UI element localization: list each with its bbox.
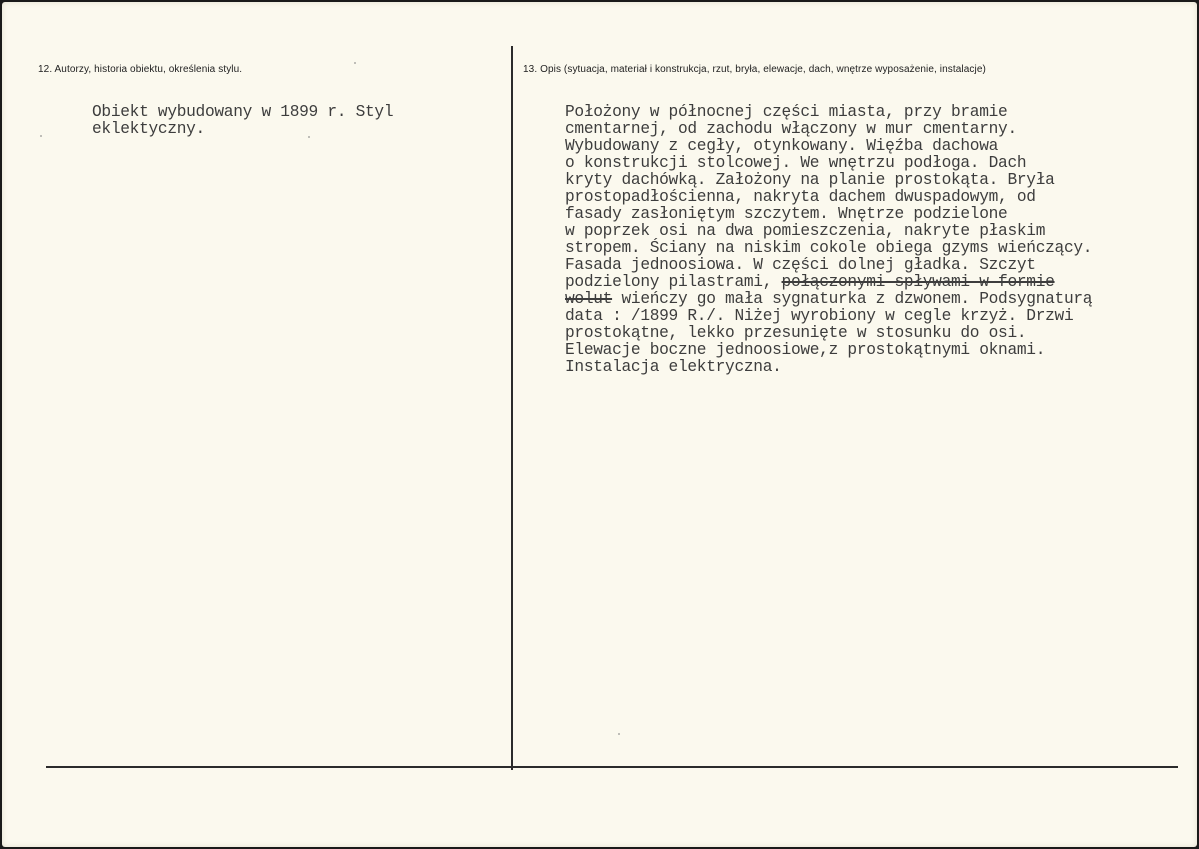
typed-line: Instalacja elektryczna. (565, 358, 782, 376)
typed-line: w poprzek osi na dwa pomieszczenia, nakryte płaskim (565, 222, 1046, 240)
typed-line: Elewacje boczne jednoosiowe,z prostokątnymi oknami. (565, 341, 1046, 359)
typed-line: cmentarnej, od zachodu włączony w mur cmentarny. (565, 120, 1017, 138)
typed-line: fasady zasłoniętym szczytem. Wnętrze podzielone (565, 205, 1008, 223)
typed-line: kryty dachówką. Założony na planie prostokąta. Bryła (565, 171, 1055, 189)
paper-speck (618, 733, 620, 735)
typed-line: Wybudowany z cegły, otynkowany. Więźba dachowa (565, 137, 999, 155)
typed-text-segment: podzielony pilastrami, (565, 273, 782, 291)
paper-speck (40, 135, 42, 137)
section-12-label: 12. Autorzy, historia obiektu, określenia stylu. (38, 64, 243, 75)
section-13-typed-text (565, 104, 1092, 376)
typed-line (565, 274, 1092, 291)
typed-line: prostokątne, lekko przesunięte w stosunku do osi. (565, 324, 1027, 342)
typed-line: Położony w północnej części miasta, przy bramie (565, 103, 1008, 121)
typed-line: Obiekt wybudowany w 1899 r. Styl (92, 103, 394, 121)
paper-speck (308, 136, 310, 138)
typed-line: Fasada jednoosiowa. W części dolnej gładka. Szczyt (565, 256, 1036, 274)
bottom-rule (46, 766, 1178, 768)
struck-text: połączonymi spływami w formie (781, 273, 1055, 291)
typed-line: data : /1899 R./. Niżej wyrobiony w cegle krzyż. Drzwi (565, 307, 1074, 325)
section-13-label: 13. Opis (sytuacja, materiał i konstrukcja, rzut, bryła, elewacje, dach, wnętrze wyposażenie, instalacje) (523, 64, 986, 75)
typed-line: eklektyczny. (92, 120, 205, 138)
paper-speck (354, 62, 356, 64)
typed-text-segment: wieńczy go mała sygnaturka z dzwonem. Podsygnaturą (612, 290, 1093, 308)
typed-line: stropem. Ściany na niskim cokole obiega gzyms wieńczący. (565, 239, 1093, 257)
struck-text: wolut (565, 290, 613, 308)
typed-line: o konstrukcji stolcowej. We wnętrzu podłoga. Dach (565, 154, 1027, 172)
typed-line (565, 291, 1092, 308)
column-divider (511, 46, 513, 770)
inventory-card (2, 2, 1197, 847)
section-12-typed-text (92, 104, 393, 138)
typed-line: prostopadłościenna, nakryta dachem dwuspadowym, od (565, 188, 1036, 206)
